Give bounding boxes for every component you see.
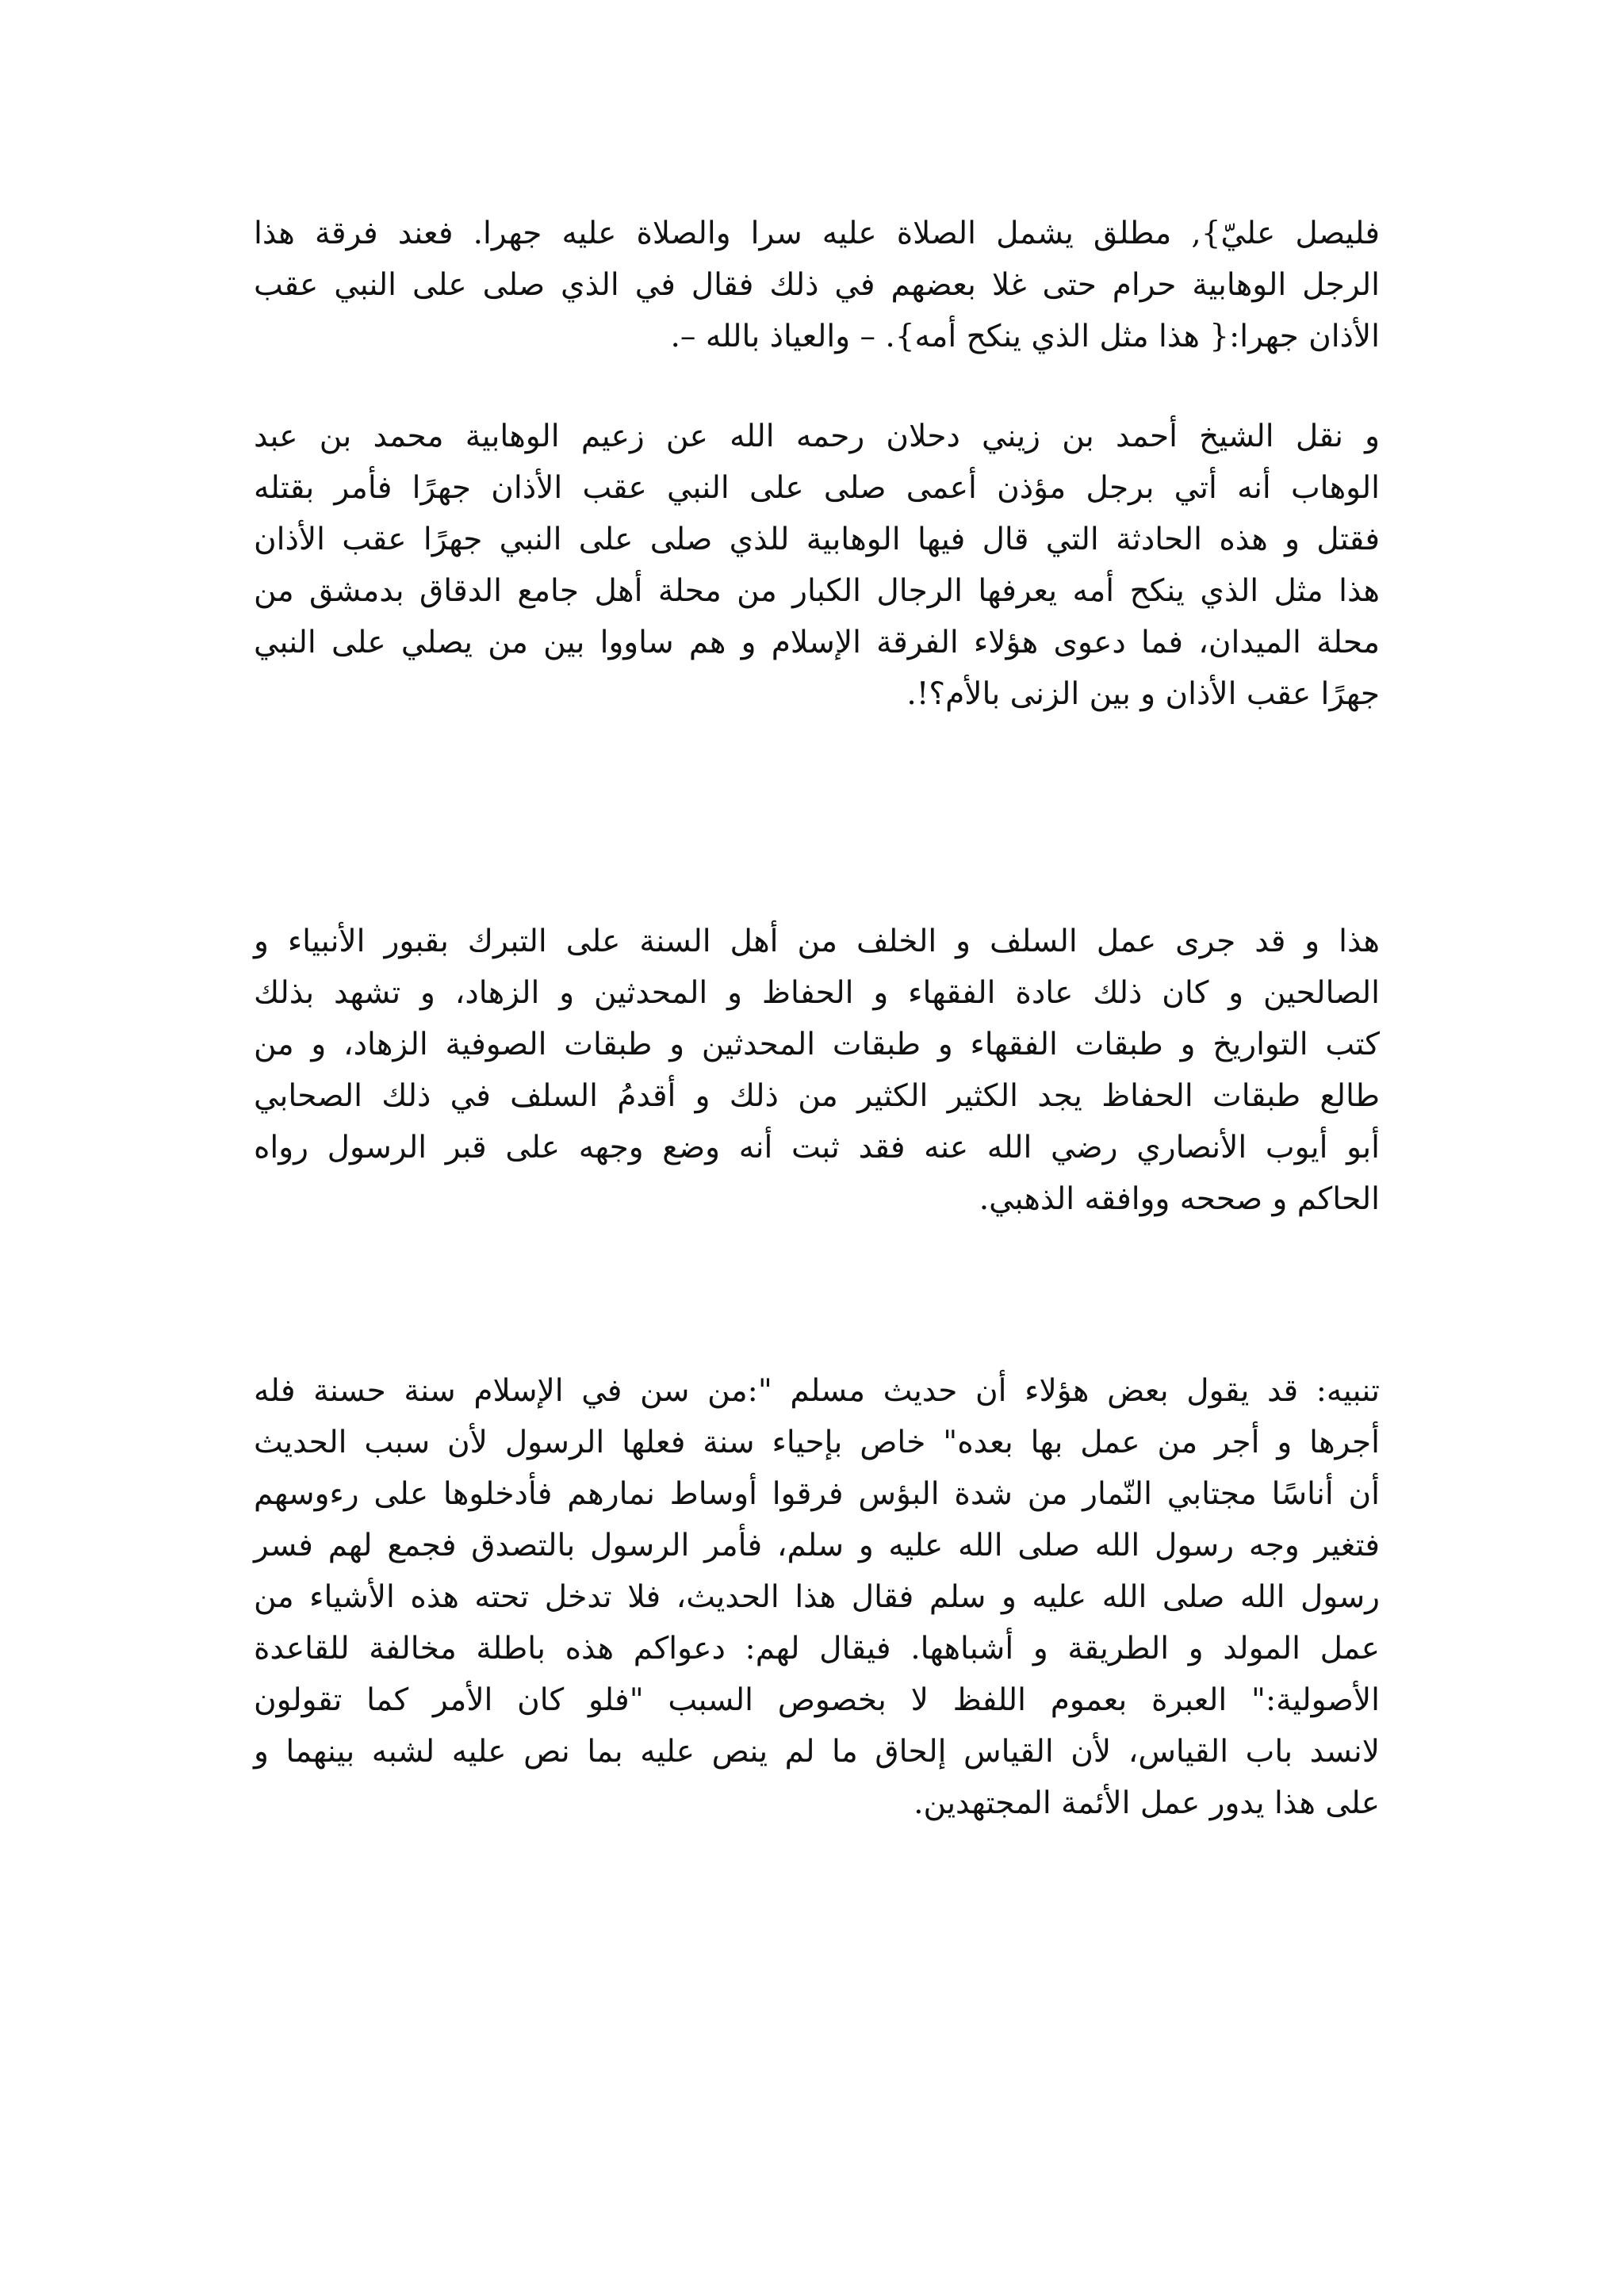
text-line: فقتل و هذه الحادثة التي قال فيها الوهابية للذي صلى على النبي جهرًا عقب الأذان — [254, 522, 1380, 557]
paragraph-1 — [254, 208, 1380, 362]
paragraph-4 — [254, 1365, 1380, 1829]
text-line: و نقل الشيخ أحمد بن زيني دحلان رحمه الله عن زعيم الوهابية محمد بن عبد — [254, 419, 1380, 454]
text-line: كتب التواريخ و طبقات الفقهاء و طبقات المحدثين و طبقات الصوفية الزهاد، و من — [254, 1027, 1380, 1062]
text-line: الأصولية:" العبرة بعموم اللفظ لا بخصوص السبب "فلو كان الأمر كما تقولون — [254, 1682, 1380, 1718]
text-line: لانسد باب القياس، لأن القياس إلحاق ما لم ينص عليه بما نص عليه لشبه بينهما و — [254, 1734, 1380, 1770]
text-line: أن أناسًا مجتابي النّمار من شدة البؤس فرقوا أوساط نمارهم فأدخلوها على رءوسهم — [254, 1476, 1380, 1512]
text-line: على هذا يدور عمل الأئمة المجتهدين. — [914, 1785, 1380, 1821]
text-line: جهرًا عقب الأذان و بين الزنى بالأم؟!. — [906, 676, 1380, 712]
text-line: فليصل عليّ}, مطلق يشمل الصلاة عليه سرا والصلاة عليه جهرا. فعند فرقة هذا — [254, 216, 1380, 251]
text-line: هذا مثل الذي ينكح أمه يعرفها الرجال الكبار من محلة أهل جامع الدقاق بدمشق من — [254, 573, 1380, 609]
text-line: الوهاب أنه أتي برجل مؤذن أعمى صلى على النبي عقب الأذان جهرًا فأمر بقتله — [254, 470, 1380, 506]
paragraph-3 — [254, 916, 1380, 1225]
text-line: فتغير وجه رسول الله صلى الله عليه و سلم، فأمر الرسول بالتصدق فجمع لهم فسر — [254, 1528, 1380, 1563]
text-line: هذا و قد جرى عمل السلف و الخلف من أهل السنة على التبرك بقبور الأنبياء و — [254, 924, 1380, 959]
text-line: الصالحين و كان ذلك عادة الفقهاء و الحفاظ و المحدثين و الزهاد، و تشهد بذلك — [254, 975, 1380, 1011]
text-line: تنبيه: قد يقول بعض هؤلاء أن حديث مسلم ":من سن في الإسلام سنة حسنة فله — [254, 1373, 1380, 1409]
paragraph-2 — [254, 411, 1380, 720]
text-line: محلة الميدان، فما دعوى هؤلاء الفرقة الإسلام و هم ساووا بين من يصلي على النبي — [254, 625, 1380, 660]
text-line: الرجل الوهابية حرام حتى غلا بعضهم في ذلك فقال في الذي صلى على النبي عقب — [254, 267, 1380, 303]
text-line: عمل المولد و الطريقة و أشباهها. فيقال لهم: دعواكم هذه باطلة مخالفة للقاعدة — [254, 1631, 1380, 1667]
text-line: الحاكم و صححه ووافقه الذهبي. — [979, 1181, 1380, 1217]
text-line: الأذان جهرا:{ هذا مثل الذي ينكح أمه}. – والعياذ بالله –. — [670, 319, 1380, 354]
text-line: رسول الله صلى الله عليه و سلم فقال هذا الحديث، فلا تدخل تحته هذه الأشياء من — [254, 1579, 1380, 1615]
text-line: أبو أيوب الأنصاري رضي الله عنه فقد ثبت أنه وضع وجهه على قبر الرسول رواه — [254, 1130, 1380, 1165]
text-line: أجرها و أجر من عمل بها بعده" خاص بإحياء سنة فعلها الرسول لأن سبب الحديث — [254, 1425, 1380, 1460]
text-line: طالع طبقات الحفاظ يجد الكثير الكثير من ذلك و أقدمُ السلف في ذلك الصحابي — [254, 1078, 1380, 1114]
